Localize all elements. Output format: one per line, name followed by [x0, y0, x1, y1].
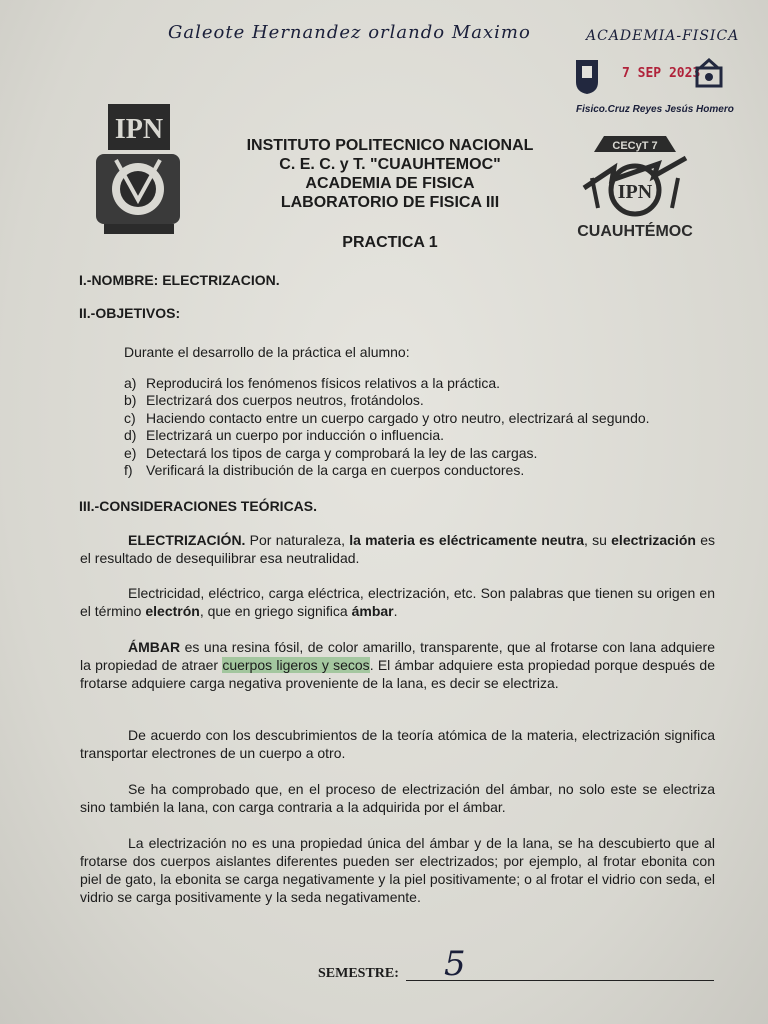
- section-theory: III.-CONSIDERACIONES TEÓRICAS.: [79, 498, 318, 514]
- cecyt-logo-icon: [574, 128, 696, 244]
- list-item-text: Reproducirá los fenómenos físicos relativos a la práctica.: [146, 375, 501, 391]
- list-item: [124, 375, 704, 392]
- paragraph-atomic-theory: De acuerdo con los descubrimientos de la teoría atómica de la materia, electrización significa transportar electrones de un cuerpo a otro.: [80, 727, 715, 761]
- semester-label: SEMESTRE:: [318, 966, 399, 981]
- highlighted-text: cuerpos ligeros y secos: [222, 657, 370, 673]
- cecyt-logo-top-text: CECyT 7: [612, 140, 658, 152]
- text-span: , su: [584, 532, 612, 548]
- list-item-text: Detectará los tipos de carga y comprobará la ley de las cargas.: [146, 444, 538, 461]
- objectives-list: [124, 375, 704, 479]
- ipn-logo-text: IPN: [114, 114, 164, 145]
- stamp-emblem-icon: [694, 58, 724, 90]
- header-lab: LABORATORIO DE FISICA III: [280, 194, 500, 211]
- paragraph-electron: [80, 584, 715, 620]
- term-ambar-heading: ÁMBAR: [128, 639, 181, 655]
- cecyt-logo-center-text: IPN: [617, 181, 653, 203]
- paragraph-electrizacion: [80, 531, 715, 567]
- text-span: , que en griego significa: [199, 603, 352, 619]
- document-header: [200, 136, 580, 212]
- list-item-letter: a): [124, 375, 137, 391]
- list-item-text: Electrizará dos cuerpos neutros, frotándolos.: [146, 392, 424, 409]
- text-span: .: [393, 603, 398, 619]
- list-item-text: Electrizará un cuerpo por inducción o influencia.: [146, 427, 445, 444]
- section-objectives: II.-OBJETIVOS:: [79, 305, 181, 321]
- objectives-intro: Durante el desarrollo de la práctica el alumno:: [124, 344, 410, 360]
- list-item-text: Verificará la distribución de la carga en cuerpos conductores.: [146, 462, 525, 479]
- header-academy: ACADEMIA DE FISICA: [305, 175, 475, 192]
- list-item-letter: d): [124, 427, 137, 444]
- stamp-seal-icon: [572, 56, 602, 96]
- term-electron: electrón: [145, 603, 200, 619]
- text-span: Por naturaleza,: [245, 532, 350, 548]
- stamp-teacher: Fisico.Cruz Reyes Jesús Homero: [576, 104, 734, 115]
- term-electrization: electrización: [611, 532, 696, 548]
- list-item-letter: e): [124, 444, 137, 461]
- paragraph-wool: Se ha comprobado que, en el proceso de electrización del ámbar, no solo este se electriza sino también la lana, con carga contraria a la adquirida por el ámbar.: [80, 781, 715, 815]
- list-item-letter: b): [124, 392, 137, 409]
- list-item-letter: c): [124, 409, 136, 426]
- stamp-date: 7 SEP 2023: [622, 66, 701, 81]
- section-name: I.-NOMBRE: ELECTRIZACION.: [79, 272, 280, 288]
- list-item: [124, 410, 704, 427]
- text-span: . El ámbar adquiere esta propiedad porque después de frotarse adquiere carga negativa proveniente de la lana, es decir se electriza.: [80, 657, 716, 691]
- header-school: C. E. C. y T. "CUAUHTEMOC": [279, 156, 501, 173]
- semester-value: 5: [444, 944, 466, 984]
- handwritten-academia: ACADEMIA-FISICA: [586, 28, 740, 44]
- header-institution: INSTITUTO POLITECNICO NACIONAL: [246, 137, 534, 154]
- list-item: [124, 462, 704, 479]
- handwritten-student-name: Galeote Hernandez orlando Maximo: [168, 22, 531, 43]
- text-span: Electricidad, eléctrico, carga eléctrica, electrización, etc. Son palabras que tienen su origen en el término: [80, 585, 715, 619]
- practice-title: PRACTICA 1: [342, 234, 438, 251]
- list-item-letter: f): [124, 462, 133, 479]
- cecyt-logo-bottom-text: CUAUHTÉMOC: [577, 223, 693, 240]
- ipn-logo-icon: [86, 100, 186, 238]
- list-item: [124, 392, 704, 409]
- list-item: [124, 427, 704, 444]
- term-electrizacion: ELECTRIZACIÓN.: [128, 532, 246, 548]
- list-item: [124, 445, 704, 462]
- text-span: es una resina fósil, de color amarillo, transparente, que al frotarse con lana adquiere la propiedad de atraer: [80, 639, 715, 673]
- term-ambar: ámbar: [351, 603, 394, 619]
- paragraph-insulators: La electrización no es una propiedad única del ámbar y de la lana, se ha descubierto que al frotarse dos cuerpos aislantes diferentes pueden ser electrizados; por ejemplo, al frotar ebonita con piel de gato, la ebonita se carga negativamente y la piel positivamente; o al frotar el vidrio con seda, el vidrio se carga positivamente y la seda negativamente.: [80, 835, 715, 905]
- list-item-text: Haciendo contacto entre un cuerpo cargado y otro neutro, electrizará al segundo.: [146, 409, 650, 426]
- text-span: es el resultado de desequilibrar esa neutralidad.: [80, 532, 715, 566]
- term-neutral-matter: la materia es eléctricamente neutra: [349, 532, 584, 548]
- paragraph-ambar: [80, 638, 715, 692]
